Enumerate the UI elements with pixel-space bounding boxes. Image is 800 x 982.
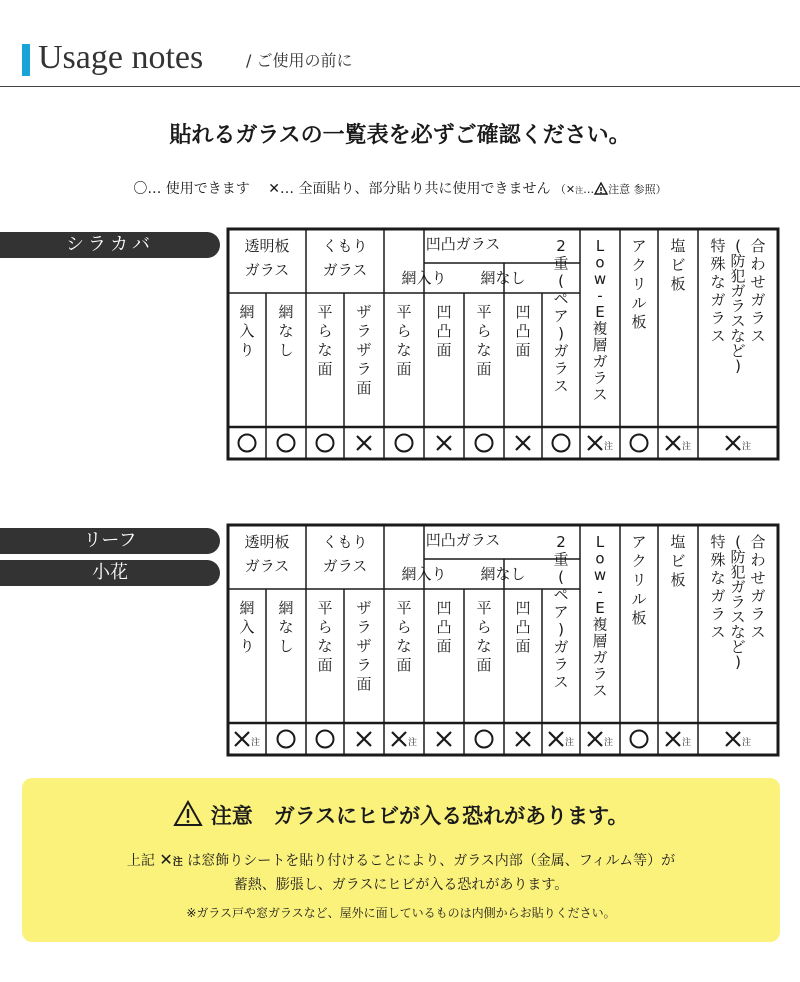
col-frosted-rough-char: ザ (356, 637, 372, 655)
page-subtitle: / ご使用の前に (246, 51, 353, 70)
col-acrylic-char: 板 (631, 313, 647, 331)
col-wired-flat-char: 面 (396, 360, 412, 378)
ok-mark (278, 435, 295, 452)
col-nowire-flat (476, 303, 491, 378)
compat-mark (666, 732, 691, 748)
col-nowire-flat-char: ら (476, 322, 492, 340)
warning-line-1-pre: 上記 (126, 853, 155, 869)
warning-title (22, 800, 780, 830)
col-clear-title-1: 透明板 (244, 237, 290, 255)
col-acrylic (631, 533, 646, 627)
col-frosted-title-2: ガラス (322, 261, 368, 279)
col-lowe-char: 層 (592, 632, 608, 650)
col-laminated-3-char: 殊 (710, 551, 726, 569)
col-laminated-3-char: ラ (710, 605, 726, 623)
col-laminated-3-char: ス (710, 327, 726, 345)
col-lowe-char: o (595, 549, 605, 568)
col-laminated-3-char: な (710, 569, 726, 587)
col-laminated-2-char: 犯 (730, 267, 746, 285)
compat-mark (726, 436, 751, 452)
col-laminated-2-char: ガ (730, 578, 746, 596)
compat-mark (396, 435, 413, 452)
col-frosted-flat-char: ら (317, 322, 333, 340)
col-laminated-3-char: 特 (710, 533, 726, 551)
col-laminated-3-char: ガ (710, 291, 726, 309)
col-laminated-2-char: ラ (730, 297, 746, 315)
col-wired-bumpy-char: 凸 (436, 322, 452, 340)
col-lowe-char: - (597, 582, 603, 601)
col-wired-bumpy-char: 面 (436, 341, 452, 359)
col-clear-nowire-char: な (278, 322, 294, 340)
col-frosted-flat-char: ら (317, 618, 333, 636)
col-pvc-char: 板 (670, 275, 686, 293)
col-wired-flat (396, 303, 411, 378)
warning-chu-mark: 注 (172, 857, 183, 868)
col-frosted-title-2: ガラス (322, 557, 368, 575)
compatibility-table-1 (226, 227, 780, 463)
compat-mark (357, 436, 371, 450)
col-nowire-bumpy-char: 面 (515, 637, 531, 655)
col-patterned-nowire: 網なし (480, 269, 526, 287)
col-laminated-1-char: ス (750, 327, 766, 345)
compat-mark (553, 435, 570, 452)
page-title: Usage notes (38, 39, 204, 76)
col-frosted-title-1: くもり (322, 533, 368, 551)
col-nowire-bumpy-char: 凸 (515, 322, 531, 340)
col-double-char: 2 (556, 237, 566, 255)
col-frosted-flat-char: 平 (317, 303, 333, 321)
col-frosted-flat (317, 303, 332, 378)
col-laminated-1-char: 合 (750, 533, 766, 551)
col-double (553, 533, 568, 691)
col-double-char: ペ (553, 585, 569, 604)
product-label-kobana: 小花 (0, 560, 220, 586)
col-laminated-2-char: 防 (730, 252, 746, 270)
col-acrylic-char: リ (631, 571, 647, 589)
warning-line-1-post: は窓飾りシートを貼り付けることにより、ガラス内部（金属、フィルム等）が (187, 853, 676, 869)
col-double-char: ガ (553, 638, 569, 656)
col-lowe-char: E (595, 303, 605, 321)
col-acrylic-char: ル (631, 294, 647, 312)
col-lowe-char: ス (592, 681, 608, 700)
compat-mark (235, 732, 260, 748)
col-acrylic-char: ク (631, 552, 647, 570)
col-laminated-2-char: ス (730, 608, 746, 626)
col-laminated-2-char: ガ (730, 282, 746, 300)
ok-mark (476, 731, 493, 748)
note-mark: 注 (682, 442, 692, 452)
col-wired-flat-char: 面 (396, 656, 412, 674)
col-double-char: ) (558, 324, 564, 343)
col-laminated-3 (710, 533, 725, 641)
col-laminated-1-char: せ (750, 569, 766, 587)
col-acrylic (631, 237, 646, 331)
compat-mark (278, 435, 295, 452)
col-laminated-1-char: ラ (750, 309, 766, 327)
legend-note-chu: 注 (575, 186, 584, 195)
col-double-char: 2 (556, 533, 566, 551)
compat-mark (476, 435, 493, 452)
note-mark: 注 (742, 442, 752, 452)
col-wired-bumpy-char: 凹 (436, 599, 452, 617)
col-clear-wired (239, 599, 254, 655)
col-laminated-1-char: 合 (750, 237, 766, 255)
col-wired-flat-char: ら (396, 618, 412, 636)
compat-mark (239, 435, 256, 452)
col-frosted-rough-char: ザ (356, 303, 372, 321)
legend-note-x: ✕ (565, 183, 576, 196)
col-wired-bumpy-char: 凸 (436, 618, 452, 636)
col-laminated-2-char: ラ (730, 593, 746, 611)
col-nowire-flat (476, 599, 491, 674)
col-laminated-2-char: ) (735, 653, 741, 671)
col-wired-bumpy-char: 面 (436, 637, 452, 655)
col-double-char: ア (553, 603, 569, 621)
header-divider (0, 86, 800, 87)
col-patterned-nowire: 網なし (480, 565, 526, 583)
legend (0, 178, 800, 198)
col-laminated-3-char: 特 (710, 237, 726, 255)
note-mark: 注 (565, 738, 575, 748)
col-pvc-char: 板 (670, 571, 686, 589)
legend-ok: 〇… 使用できます (133, 181, 250, 197)
col-clear-nowire (278, 599, 293, 655)
col-lowe-char: 層 (592, 336, 608, 354)
col-frosted-rough-char: ラ (356, 360, 372, 378)
col-patterned-wired: 網入り (401, 565, 447, 583)
col-clear-nowire-char: な (278, 618, 294, 636)
col-clear-nowire-char: し (278, 341, 294, 359)
col-clear-nowire-char: し (278, 637, 294, 655)
col-frosted-flat-char: 面 (317, 360, 333, 378)
compat-mark (437, 436, 451, 450)
col-lowe (592, 237, 607, 404)
compat-mark (516, 436, 530, 450)
col-clear-nowire (278, 303, 293, 359)
col-laminated-2-char: ( (735, 533, 741, 551)
product-label-leaf: リーフ (0, 528, 220, 554)
col-double-char: ラ (553, 359, 569, 378)
col-double-char: 重 (553, 254, 569, 273)
note-mark: 注 (408, 738, 418, 748)
note-mark: 注 (604, 738, 614, 748)
compat-mark (317, 731, 334, 748)
warning-title-text: 注意 ガラスにヒビが入る恐れがあります。 (210, 804, 629, 828)
warning-box (22, 778, 780, 942)
col-lowe-char: ガ (592, 352, 608, 371)
col-acrylic-char: リ (631, 275, 647, 293)
col-wired-flat-char: ら (396, 322, 412, 340)
col-frosted-title-1: くもり (322, 237, 368, 255)
col-wired-bumpy (436, 599, 451, 655)
col-laminated-2-char: ス (730, 312, 746, 330)
compat-mark (549, 732, 574, 748)
col-acrylic-char: ア (631, 533, 647, 551)
col-wired-bumpy-char: 凹 (436, 303, 452, 321)
col-clear-wired-char: 入 (239, 322, 255, 340)
col-laminated-2-char: ど (730, 342, 746, 360)
col-nowire-flat-char: な (476, 637, 492, 655)
col-laminated-3-char: ラ (710, 309, 726, 327)
col-nowire-bumpy-char: 凹 (515, 599, 531, 617)
col-wired-flat (396, 599, 411, 674)
col-wired-bumpy (436, 303, 451, 359)
compat-mark (631, 435, 648, 452)
col-wired-flat-char: な (396, 637, 412, 655)
compat-mark (631, 731, 648, 748)
col-clear-wired (239, 303, 254, 359)
compat-mark (357, 732, 371, 746)
col-clear-wired-char: 網 (239, 303, 255, 321)
note-mark: 注 (604, 442, 614, 452)
col-clear-title-1: 透明板 (244, 533, 290, 551)
ok-mark (396, 435, 413, 452)
note-mark: 注 (251, 738, 261, 748)
col-nowire-flat-char: 面 (476, 656, 492, 674)
col-frosted-flat-char: 平 (317, 599, 333, 617)
col-nowire-bumpy-char: 凸 (515, 618, 531, 636)
col-pvc-char: 塩 (670, 237, 686, 255)
ok-mark (239, 435, 256, 452)
col-wired-flat-char: な (396, 341, 412, 359)
col-clear-nowire-char: 網 (278, 303, 294, 321)
col-lowe-char: o (595, 253, 605, 272)
col-lowe-char: 複 (592, 319, 608, 338)
col-nowire-flat-char: な (476, 341, 492, 359)
warning-icon (594, 182, 608, 195)
col-laminated-1-char: ガ (750, 587, 766, 605)
col-acrylic-char: ル (631, 590, 647, 608)
col-lowe-char: ラ (592, 369, 608, 387)
col-lowe-char: w (593, 270, 607, 288)
col-double-char: ア (553, 307, 569, 325)
warning-line-2: 蓄熱、膨張し、ガラスにヒビが入る恐れがあります。 (233, 877, 569, 893)
col-laminated-1-char: ラ (750, 605, 766, 623)
col-nowire-bumpy (515, 599, 530, 655)
col-double (553, 237, 568, 395)
col-laminated-2-char: ( (735, 237, 741, 255)
col-laminated-3 (710, 237, 725, 345)
legend-ng: ✕… 全面貼り、部分貼り共に使用できません (268, 181, 551, 197)
col-lowe-char: 複 (592, 615, 608, 634)
col-nowire-bumpy-char: 凹 (515, 303, 531, 321)
col-frosted-rough-char: 面 (356, 675, 372, 693)
col-clear-title-2: ガラス (244, 261, 290, 279)
legend-note-open: （ (554, 183, 566, 196)
col-lowe-char: E (595, 599, 605, 617)
col-laminated-1-char: わ (750, 551, 766, 569)
compat-mark (437, 732, 451, 746)
col-lowe-char: ガ (592, 648, 608, 667)
legend-note-text: 注意 参照） (608, 183, 667, 196)
col-double-char: ス (553, 377, 569, 395)
col-frosted-flat-char: な (317, 637, 333, 655)
col-clear-wired-char: り (239, 341, 255, 359)
ok-mark (631, 731, 648, 748)
compat-mark (666, 436, 691, 452)
col-frosted-rough-char: ラ (356, 322, 372, 340)
col-frosted-rough-char: ラ (356, 618, 372, 636)
col-lowe-char: ラ (592, 665, 608, 683)
col-pvc (670, 237, 685, 293)
ok-mark (317, 731, 334, 748)
col-frosted-rough-char: ザ (356, 341, 372, 359)
col-double-char: ガ (553, 342, 569, 360)
col-wired-flat-char: 平 (396, 599, 412, 617)
col-laminated-1 (750, 237, 765, 345)
col-acrylic-char: 板 (631, 609, 647, 627)
col-patterned-title: 凹凸ガラス (425, 235, 501, 253)
col-acrylic-char: ア (631, 237, 647, 255)
col-acrylic-char: ク (631, 256, 647, 274)
compat-mark (476, 731, 493, 748)
col-laminated-2-char: 犯 (730, 563, 746, 581)
col-laminated-2 (730, 533, 745, 671)
col-nowire-flat-char: 面 (476, 360, 492, 378)
col-frosted-rough (356, 303, 371, 397)
col-laminated-1-char: ガ (750, 291, 766, 309)
warning-x-mark: ✕ (159, 850, 173, 869)
compat-mark (392, 732, 417, 748)
col-double-char: ( (558, 272, 564, 290)
compat-mark (317, 435, 334, 452)
ok-mark (317, 435, 334, 452)
col-double-char: 重 (553, 550, 569, 569)
col-pvc-char: 塩 (670, 533, 686, 551)
col-clear-wired-char: 網 (239, 599, 255, 617)
col-pvc (670, 533, 685, 589)
col-double-char: ペ (553, 289, 569, 308)
col-laminated-3-char: ス (710, 623, 726, 641)
col-wired-flat-char: 平 (396, 303, 412, 321)
col-patterned-title: 凹凸ガラス (425, 531, 501, 549)
col-laminated-1-char: わ (750, 255, 766, 273)
ok-mark (553, 435, 570, 452)
ok-mark (278, 731, 295, 748)
note-mark: 注 (742, 738, 752, 748)
col-lowe-char: L (595, 533, 605, 551)
note-mark: 注 (682, 738, 692, 748)
warning-triangle-icon (173, 800, 203, 827)
col-laminated-3-char: 殊 (710, 255, 726, 273)
col-laminated-2 (730, 237, 745, 375)
col-lowe-char: L (595, 237, 605, 255)
col-frosted-flat-char: 面 (317, 656, 333, 674)
col-double-char: ラ (553, 655, 569, 674)
col-lowe-char: ス (592, 385, 608, 404)
compatibility-table-2 (226, 523, 780, 759)
col-clear-nowire-char: 網 (278, 599, 294, 617)
compat-mark (588, 732, 613, 748)
compat-mark (726, 732, 751, 748)
col-laminated-2-char: な (730, 623, 746, 641)
col-lowe-char: - (597, 286, 603, 305)
warning-line-1 (22, 850, 780, 870)
header-accent-bar (22, 44, 30, 76)
col-frosted-rough-char: ザ (356, 599, 372, 617)
col-frosted-flat-char: な (317, 341, 333, 359)
col-laminated-3-char: な (710, 273, 726, 291)
col-frosted-rough-char: 面 (356, 379, 372, 397)
col-laminated-1-char: ス (750, 623, 766, 641)
col-frosted-flat (317, 599, 332, 674)
col-nowire-flat-char: 平 (476, 303, 492, 321)
col-laminated-1 (750, 533, 765, 641)
ok-mark (631, 435, 648, 452)
col-pvc-char: ビ (670, 256, 686, 274)
product-label-shirakaba: シラカバ (0, 232, 220, 258)
col-pvc-char: ビ (670, 552, 686, 570)
col-double-char: ( (558, 568, 564, 586)
compat-mark (278, 731, 295, 748)
col-lowe-char: w (593, 566, 607, 584)
col-laminated-2-char: ) (735, 357, 741, 375)
col-double-char: ス (553, 673, 569, 691)
col-nowire-flat-char: 平 (476, 599, 492, 617)
col-nowire-bumpy (515, 303, 530, 359)
col-double-char: ) (558, 620, 564, 639)
compat-mark (516, 732, 530, 746)
legend-note-mid: … (583, 183, 595, 196)
col-laminated-2-char: ど (730, 638, 746, 656)
col-nowire-bumpy-char: 面 (515, 341, 531, 359)
col-lowe (592, 533, 607, 700)
col-patterned-wired: 網入り (401, 269, 447, 287)
col-laminated-2-char: 防 (730, 548, 746, 566)
col-nowire-flat-char: ら (476, 618, 492, 636)
section-heading: 貼れるガラスの一覧表を必ずご確認ください。 (169, 123, 631, 148)
warning-line-3: ※ガラス戸や窓ガラスなど、屋外に面しているものは内側からお貼りください。 (186, 906, 616, 920)
compat-mark (588, 436, 613, 452)
col-clear-wired-char: 入 (239, 618, 255, 636)
col-clear-title-2: ガラス (244, 557, 290, 575)
col-frosted-rough-char: ラ (356, 656, 372, 674)
col-laminated-1-char: せ (750, 273, 766, 291)
col-laminated-2-char: な (730, 327, 746, 345)
ok-mark (476, 435, 493, 452)
col-clear-wired-char: り (239, 637, 255, 655)
col-frosted-rough (356, 599, 371, 693)
col-laminated-3-char: ガ (710, 587, 726, 605)
